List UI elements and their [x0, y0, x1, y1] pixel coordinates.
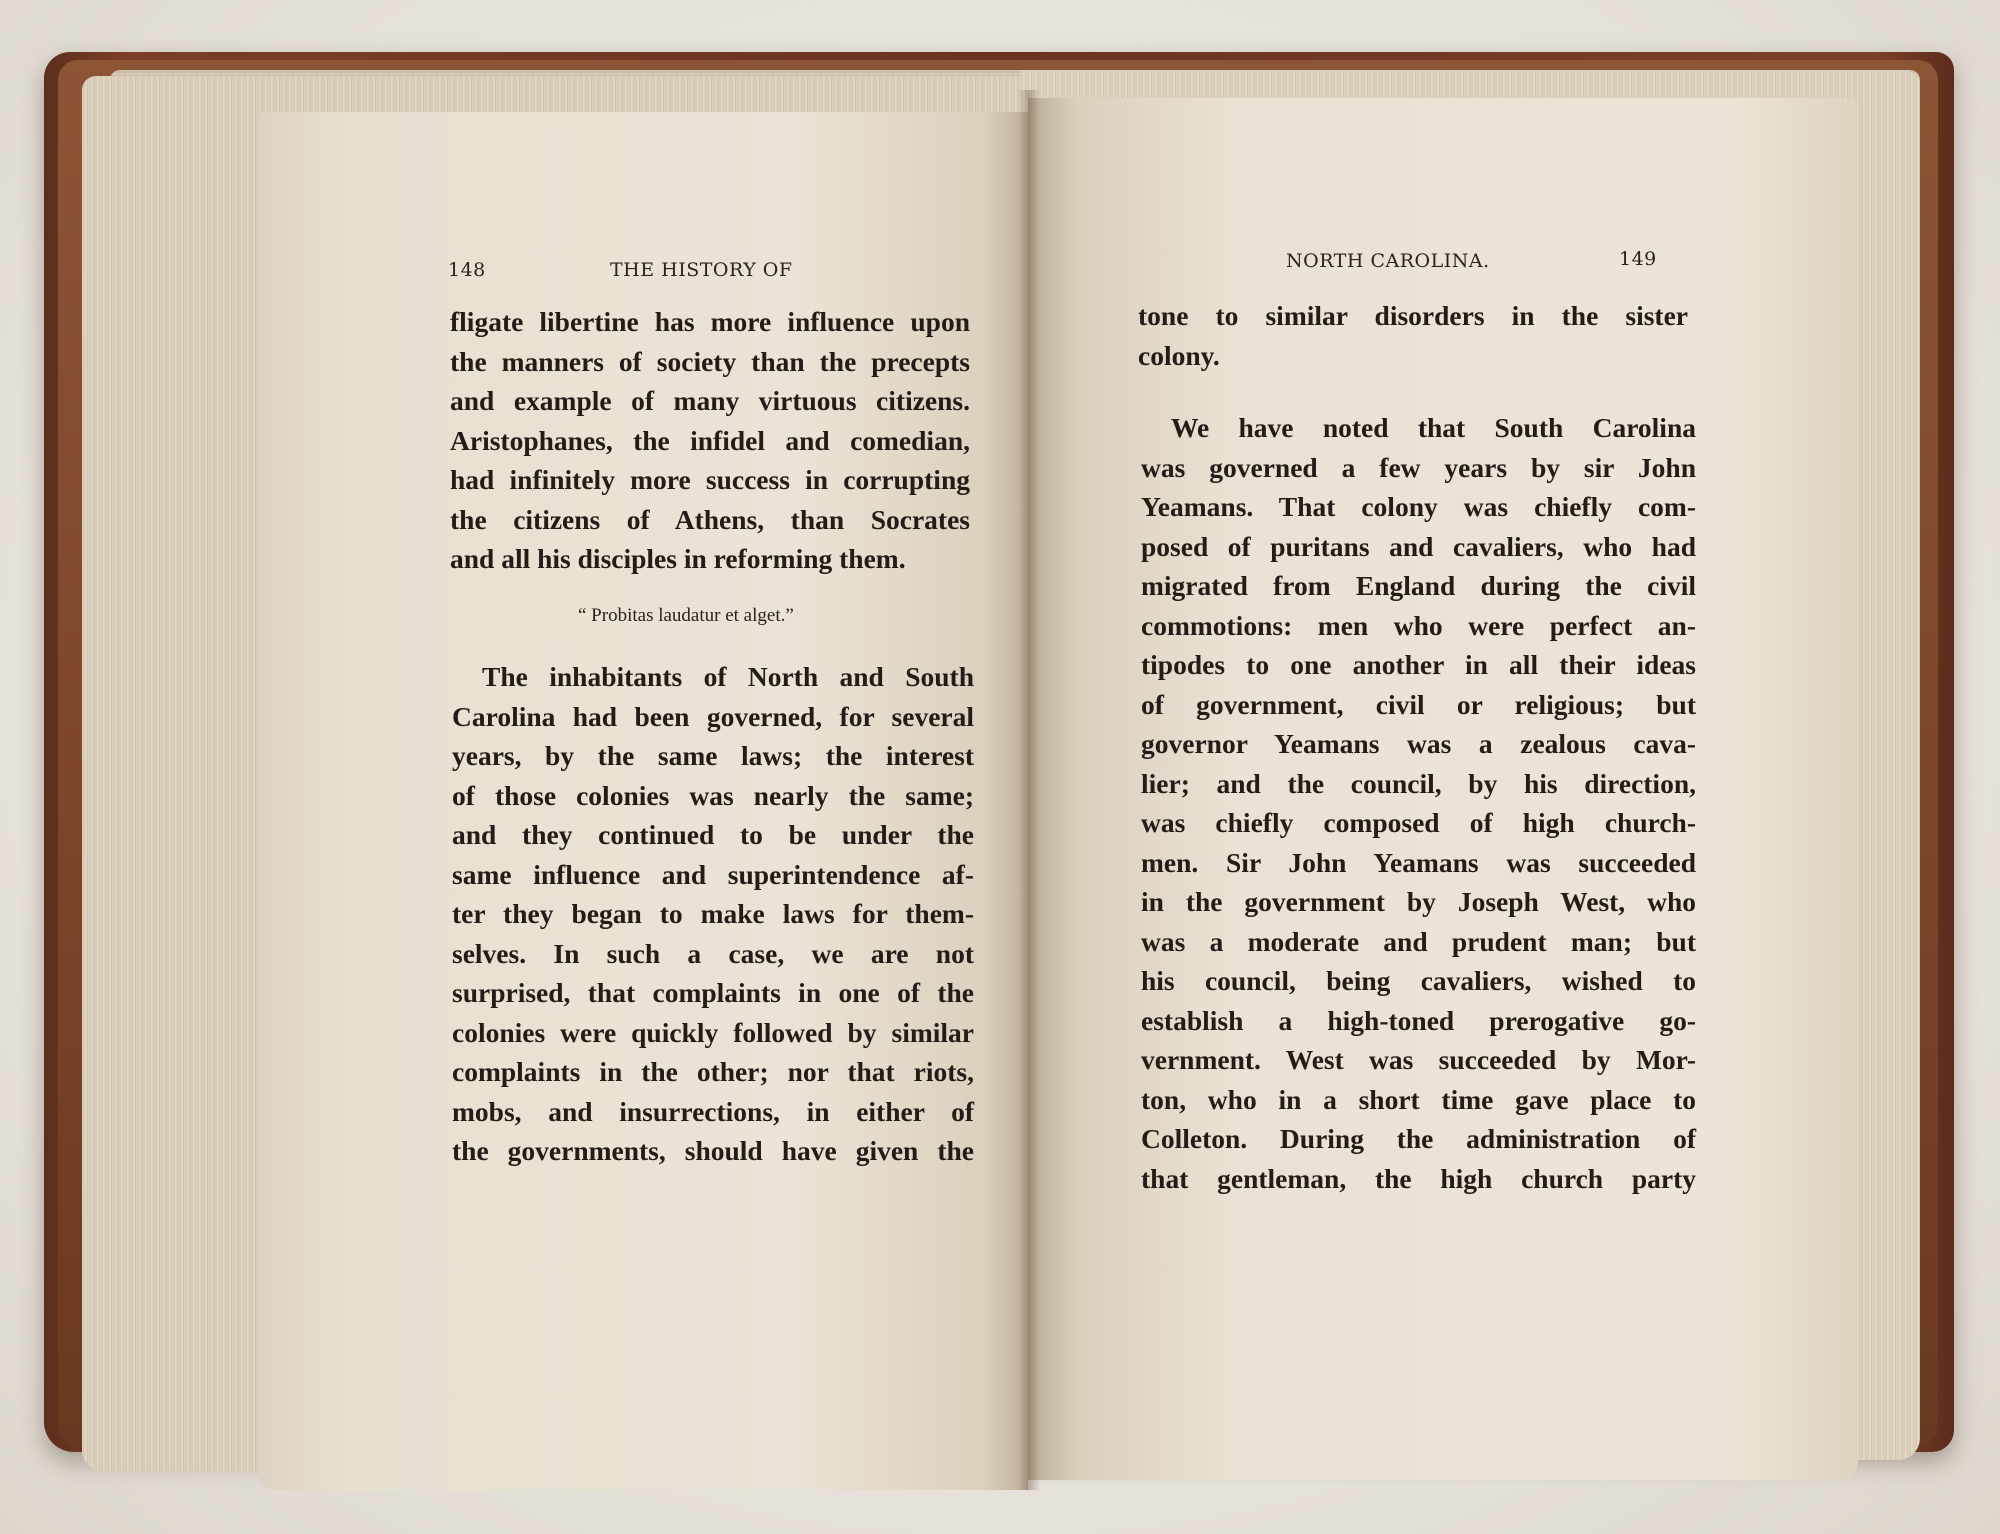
text-line: commotions: men who were perfect an- [1141, 609, 1696, 641]
text-line: that gentleman, the high church party [1141, 1162, 1696, 1194]
text-line: was a moderate and prudent man; but [1141, 925, 1696, 957]
text-line: selves. In such a case, we are not [452, 937, 974, 969]
text-line: same influence and superintendence af- [452, 858, 974, 890]
left-page [258, 112, 1028, 1490]
text-line: complaints in the other; nor that riots, [452, 1056, 974, 1087]
text-line: had infinitely more success in corrupting [450, 464, 970, 495]
text-line: lier; and the council, by his direction, [1141, 767, 1696, 799]
text-line: vernment. West was succeeded by Mor- [1141, 1044, 1696, 1075]
text-line: and example of many virtuous citizens. [450, 385, 970, 416]
text-line: surprised, that complaints in one of the [452, 977, 974, 1008]
text-line: years, by the same laws; the interest [452, 740, 974, 771]
text-line: in the government by Joseph West, who [1141, 886, 1696, 917]
text-line: ter they began to make laws for them- [452, 898, 974, 929]
right-paragraph-1 [1138, 296, 1688, 375]
left-paragraph-1 [450, 302, 970, 579]
text-line: We have noted that South Carolina [1171, 412, 1696, 443]
text-line: men. Sir John Yeamans was succeeded [1141, 846, 1696, 878]
text-line: tipodes to one another in all their ideas [1141, 649, 1696, 680]
text-line: and all his disciples in reforming them. [450, 543, 906, 574]
text-line: his council, being cavaliers, wished to [1141, 965, 1696, 996]
page-number-left: 148 [448, 259, 486, 281]
right-page [1028, 98, 1858, 1480]
text-line: colonies were quickly followed by similar [452, 1016, 974, 1048]
text-line: of government, civil or religious; but [1141, 688, 1696, 720]
text-line: colony. [1138, 339, 1220, 371]
text-line: posed of puritans and cavaliers, who had [1141, 530, 1696, 562]
text-line: of those colonies was nearly the same; [452, 779, 974, 811]
left-paragraph-2 [452, 657, 974, 1171]
text-line: establish a high-toned prerogative go- [1141, 1004, 1696, 1036]
text-line: the governments, should have given the [452, 1135, 974, 1166]
text-line: The inhabitants of North and South [482, 661, 974, 692]
text-line: migrated from England during the civil [1141, 570, 1696, 601]
running-head-right: NORTH CAROLINA. [1286, 250, 1490, 272]
text-line: tone to similar disorders in the sister [1138, 300, 1688, 331]
text-line: was chiefly composed of high church- [1141, 807, 1696, 838]
right-paragraph-2 [1141, 408, 1696, 1198]
book-gutter [1018, 90, 1040, 1490]
text-line: Aristophanes, the infidel and comedian, [450, 424, 970, 456]
text-line: Carolina had been governed, for several [452, 700, 974, 732]
latin-quotation: “ Probitas laudatur et alget.” [578, 605, 794, 626]
text-line: and they continued to be under the [452, 819, 974, 850]
text-line: Colleton. During the administration of [1141, 1123, 1696, 1154]
text-line: fligate libertine has more influence upon [450, 306, 970, 337]
text-line: Yeamans. That colony was chiefly com- [1141, 491, 1696, 522]
text-line: the manners of society than the precepts [450, 345, 970, 377]
text-line: mobs, and insurrections, in either of [452, 1095, 974, 1127]
text-line: the citizens of Athens, than Socrates [450, 503, 970, 535]
page-number-right: 149 [1619, 248, 1657, 270]
running-head-left: THE HISTORY OF [610, 259, 793, 281]
text-line: governor Yeamans was a zealous cava- [1141, 728, 1696, 759]
text-line: was governed a few years by sir John [1141, 451, 1696, 483]
text-line: ton, who in a short time gave place to [1141, 1083, 1696, 1115]
